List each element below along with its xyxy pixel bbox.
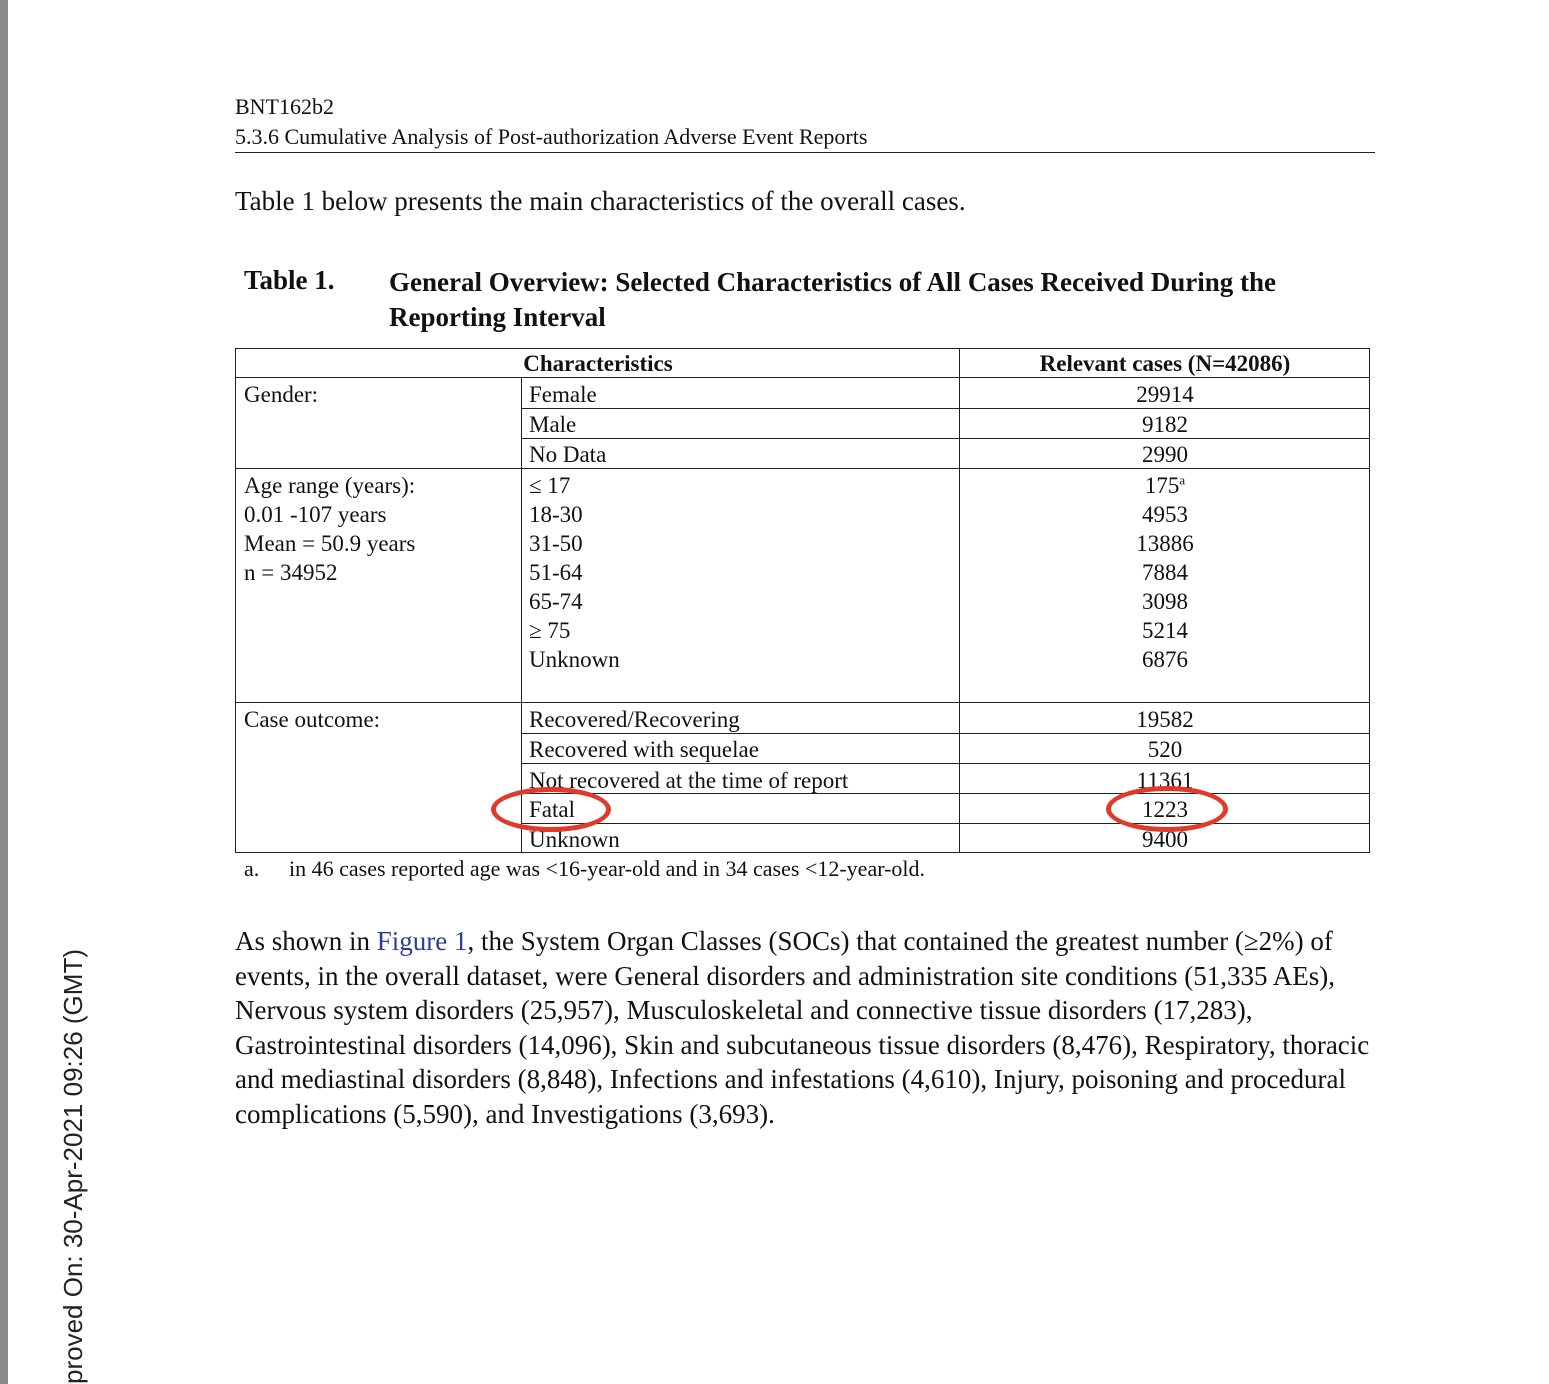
age-row-label: 51-64 <box>529 560 583 585</box>
figure-1-link[interactable]: Figure 1 <box>376 926 468 956</box>
age-row-value: 13886 <box>1136 531 1194 556</box>
annotation-circle-fatal <box>491 787 611 832</box>
footnote-marker-label: a. <box>244 856 260 881</box>
age-row-value <box>960 471 1370 500</box>
viewer-left-edge <box>0 0 8 1384</box>
age-row-label: ≤ 17 <box>529 473 571 498</box>
age-row-value: 5214 <box>1142 618 1188 643</box>
paragraph-body: , the System Organ Classes (SOCs) that contained the greatest number (≥2%) of events, in the overall dataset, were General disorders and administration site conditions (51,335 AEs), Nervous system disorders (25,957), Musculoskeletal and connective tissue disorders (17,283), Gastrointestinal disorders (14,096), Skin and subcutaneous tissue disorders (8,476), Respiratory, thoracic and mediastinal disorders (8,848), Infections and infestations (4,610), Injury, poisoning and procedural complications (5,590), and Investigations (3,693). <box>235 926 1370 1129</box>
table-footnote <box>244 856 926 882</box>
outcome-row-label: Unknown <box>529 827 620 852</box>
annotation-circle-fatal-count <box>1106 786 1228 832</box>
outcome-row-value: 19582 <box>1136 707 1194 732</box>
table-divider <box>521 378 522 853</box>
outcome-fatal-value: 1223 <box>1142 797 1188 822</box>
outcome-row-value: 520 <box>1147 737 1183 762</box>
table-rule <box>236 702 1369 703</box>
age-label-line: Mean = 50.9 years <box>244 531 416 556</box>
age-label-line: Age range (years): <box>244 473 416 498</box>
approval-stamp: proved On: 30-Apr-2021 09:26 (GMT) <box>58 949 88 1384</box>
gender-female-label: Female <box>529 382 597 407</box>
age-row-value: 4953 <box>1142 502 1188 527</box>
soc-paragraph <box>235 924 1385 1131</box>
gender-female-value: 29914 <box>1136 382 1194 407</box>
header-characteristics: Characteristics <box>523 351 673 376</box>
age-row-value: 6876 <box>1142 647 1188 672</box>
footnote-text: in 46 cases reported age was <16-year-old and in 34 cases <12-year-old. <box>289 856 926 881</box>
outcome-label: Case outcome: <box>244 707 381 732</box>
age-row-label: Unknown <box>529 647 620 672</box>
table-number: Table 1. <box>244 265 335 295</box>
characteristics-table <box>235 348 1370 853</box>
outcome-row-value: 9400 <box>1142 827 1188 852</box>
intro-sentence: Table 1 below presents the main characteristics of the overall cases. <box>235 186 966 216</box>
outcome-fatal-label: Fatal <box>529 797 575 822</box>
age-row-label: 31-50 <box>529 531 583 556</box>
footnote-marker: a <box>1179 472 1186 488</box>
outcome-row-label: Recovered with sequelae <box>529 737 759 762</box>
gender-male-value: 9182 <box>1142 412 1188 437</box>
gender-male-label: Male <box>529 412 577 437</box>
header-rule <box>235 152 1375 153</box>
age-row-value-number: 175 <box>1144 473 1180 498</box>
age-row-value: 3098 <box>1142 589 1188 614</box>
gender-nodata-value: 2990 <box>1142 442 1188 467</box>
outcome-row-value: 11361 <box>1136 768 1194 793</box>
age-row-label: 65-74 <box>529 589 583 614</box>
age-row-label: ≥ 75 <box>529 618 571 643</box>
age-label-line: n = 34952 <box>244 560 338 585</box>
paragraph-lead: As shown in <box>235 926 377 956</box>
header-section: 5.3.6 Cumulative Analysis of Post-authorization Adverse Event Reports <box>235 124 868 149</box>
age-label-line: 0.01 -107 years <box>244 502 387 527</box>
outcome-row-label: Recovered/Recovering <box>529 707 740 732</box>
outcome-row-label: Not recovered at the time of report <box>529 768 849 793</box>
gender-nodata-label: No Data <box>529 442 607 467</box>
gender-label: Gender: <box>244 382 319 407</box>
header-relevant-cases: Relevant cases (N=42086) <box>1039 351 1291 376</box>
header-product: BNT162b2 <box>235 94 334 119</box>
age-row-value: 7884 <box>1142 560 1188 585</box>
table-title: General Overview: Selected Characteristics of All Cases Received During the Reporting Interval <box>389 267 1277 332</box>
age-row-label: 18-30 <box>529 502 583 527</box>
